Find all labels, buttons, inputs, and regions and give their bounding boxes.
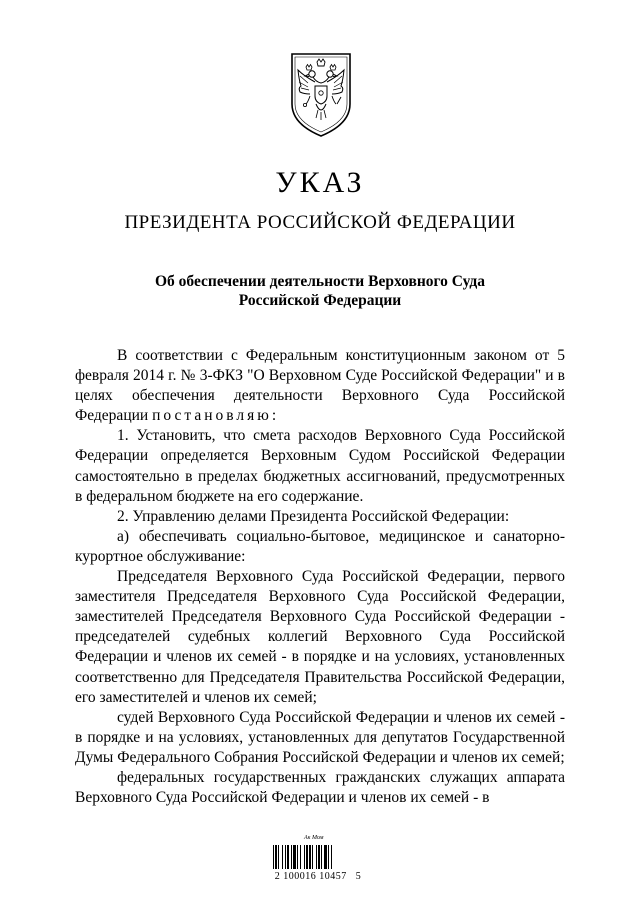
decree-heading-line-2: Российской Федерации xyxy=(238,292,402,309)
paragraph-2a: а) обеспечивать социально-бытовое, медицинское и санаторно-курортное обслуживание: xyxy=(75,527,565,565)
decree-heading-line-1: Об обеспечении деятельности Верховного Суда xyxy=(155,273,485,290)
state-emblem-icon xyxy=(286,50,356,138)
paragraph-chair: Председателя Верховного Суда Российской Федерации, первого заместителя Председателя Верховного Суда Российской Федерации, заместителей Председателя Верховного Суда Российской Федерации - председателей судебных коллегий Верховного Суда Российской Федерации и членов их семей - в порядке и на условиях, установленных соответственно для Председателя Правительства Российской Федерации, его заместителей и членов их семей; xyxy=(75,568,565,706)
paragraph-1: 1. Установить, что смета расходов Верховного Суда Российской Федерации определяется Верховным Судом Российской Федерации самостоятельно в пределах бюджетных ассигнований, предусмотренных в федеральном бюджете на его содержание. xyxy=(75,427,565,505)
paragraph-preamble xyxy=(75,346,565,426)
paragraph-judges: судей Верховного Суда Российской Федерации и членов их семей - в порядке и на условиях, установленных для депутатов Государственной Думы Федерального Собрания Российской Федерации и членов их семей; xyxy=(75,708,565,766)
barcode-number: 2 100016 10457 5 xyxy=(274,871,362,882)
decree-heading xyxy=(0,272,640,310)
document-subtitle: ПРЕЗИДЕНТА РОССИЙСКОЙ ФЕДЕРАЦИИ xyxy=(124,212,516,233)
preamble-text: В соответствии с Федеральным конституционным законом от 5 февраля 2014 г. № 3-ФКЗ "О Верховном Суде Российской Федерации" и в целях обеспечения деятельности Верховного Суда Российской Федерации xyxy=(75,347,565,425)
document-title: УКАЗ xyxy=(275,166,365,199)
barcode-icon xyxy=(273,845,357,869)
preamble-emphasis: постановляю: xyxy=(152,407,280,425)
paragraph-staff: федеральных государственных гражданских служащих аппарата Верховного Суда Российской Федерации и членов их семей - в xyxy=(75,768,565,807)
document-body xyxy=(75,346,565,808)
footer-small-mark: Ак Мом xyxy=(304,835,324,841)
paragraph-2: 2. Управлению делами Президента Российской Федерации: xyxy=(117,507,510,525)
